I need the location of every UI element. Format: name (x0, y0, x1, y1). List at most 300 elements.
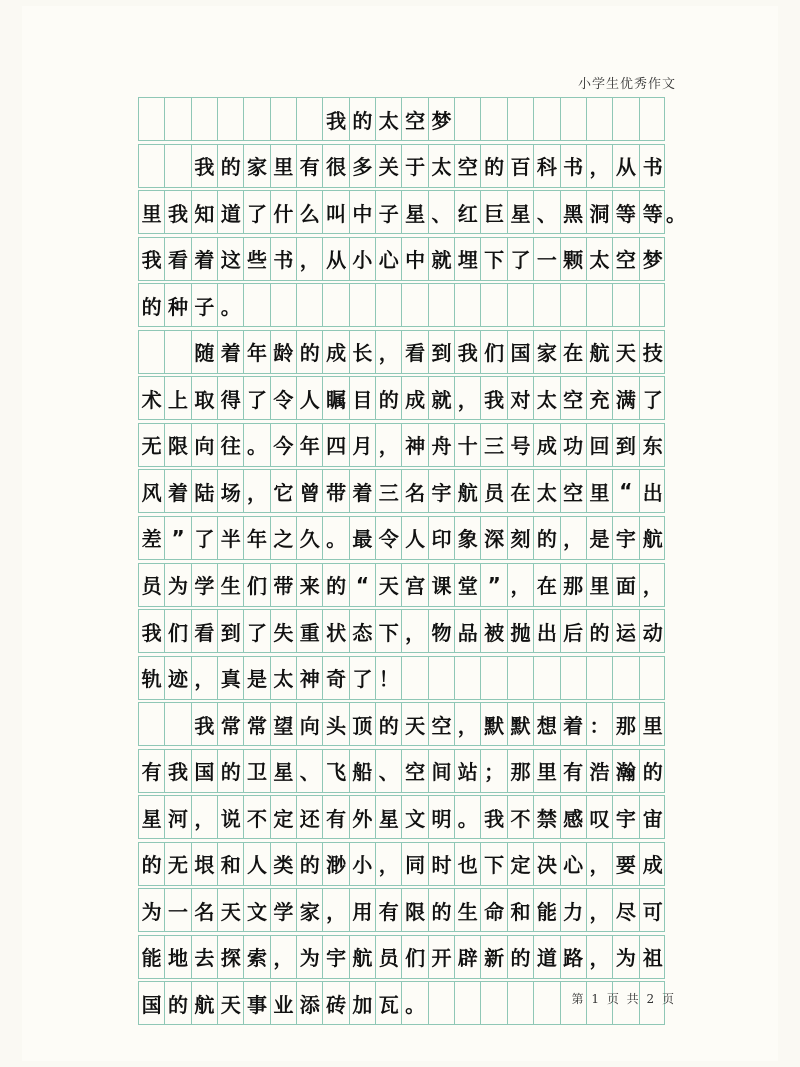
grid-cell: 书 (271, 238, 297, 280)
grid-cell: 往 (218, 424, 244, 466)
grid-cell: 默 (508, 703, 534, 745)
grid-cell (508, 657, 534, 699)
grid-cell: 们 (165, 610, 191, 652)
grid-cell: 年 (244, 331, 270, 373)
grid-cell: 它 (271, 470, 297, 512)
footer-total-pages: 2 (646, 992, 656, 1006)
grid-cell: 我 (139, 238, 165, 280)
grid-cell (244, 284, 270, 326)
grid-cell: 在 (534, 564, 560, 606)
title-cell: 太 (376, 98, 402, 140)
grid-cell: 随 (192, 331, 218, 373)
grid-cell (455, 982, 481, 1024)
grid-cell: 里 (587, 470, 613, 512)
grid-row (138, 609, 665, 653)
grid-cell (402, 284, 428, 326)
grid-cell: 了 (192, 517, 218, 559)
grid-cell: 的 (218, 145, 244, 187)
title-cell: 我 (323, 98, 349, 140)
grid-cell: ， (323, 889, 349, 931)
grid-cell: 了 (350, 657, 376, 699)
grid-cell: 在 (561, 331, 587, 373)
grid-cell: 有 (139, 750, 165, 792)
grid-cell: ， (587, 145, 613, 187)
grid-cell (613, 657, 639, 699)
grid-cell: 迹 (165, 657, 191, 699)
grid-cell: 成 (642, 853, 663, 878)
grid-cell: 航 (192, 982, 218, 1024)
grid-cell (534, 982, 560, 1024)
grid-cell: 卫 (244, 750, 270, 792)
grid-cell: ， (376, 424, 402, 466)
title-cell (244, 98, 270, 140)
grid-cell: 为 (165, 564, 191, 606)
grid-cell: 索 (244, 936, 270, 978)
title-cell (561, 98, 587, 140)
grid-cell: 用 (350, 889, 376, 931)
grid-cell: 么 (297, 191, 323, 233)
grid-cell: 们 (402, 936, 428, 978)
grid-cell: 明 (429, 796, 455, 838)
grid-cell: 瞩 (323, 377, 349, 419)
grid-cell: 国 (139, 982, 165, 1024)
footer-word-ye: 页 (606, 992, 620, 1006)
grid-cell: 家 (534, 331, 560, 373)
grid-cell: 宇 (613, 517, 639, 559)
grid-cell: 对 (508, 377, 534, 419)
grid-cell: 成 (323, 331, 349, 373)
grid-cell: ， (402, 610, 428, 652)
grid-cell: 间 (429, 750, 455, 792)
grid-cell: 运 (613, 610, 639, 652)
grid-cell: 的 (587, 610, 613, 652)
grid-cell: 定 (271, 796, 297, 838)
grid-cell: 看 (165, 238, 191, 280)
grid-cell: 顶 (350, 703, 376, 745)
grid-cell: 。 (218, 284, 244, 326)
grid-cell: 文 (244, 889, 270, 931)
grid-cell: 最 (350, 517, 376, 559)
grid-cell (429, 657, 455, 699)
grid-cell: 场 (218, 470, 244, 512)
grid-cell: 下 (376, 610, 402, 652)
composition-grid-paper (138, 97, 686, 1017)
grid-cell: 梦 (642, 248, 663, 273)
grid-cell: 里 (587, 564, 613, 606)
footer-word-gong: 共 (626, 992, 640, 1006)
grid-cell: ， (587, 889, 613, 931)
grid-cell: 那 (508, 750, 534, 792)
grid-cell: 物 (429, 610, 455, 652)
grid-cell: ， (297, 238, 323, 280)
grid-cell: 生 (218, 564, 244, 606)
grid-cell: 员 (139, 564, 165, 606)
grid-cell: 就 (429, 377, 455, 419)
grid-row (138, 935, 665, 979)
grid-cell: 刻 (508, 517, 534, 559)
grid-cell: 舟 (429, 424, 455, 466)
grid-cell: 里 (642, 713, 663, 738)
grid-cell: 着 (561, 703, 587, 745)
grid-cell: 望 (271, 703, 297, 745)
grid-cell: 的 (139, 843, 165, 885)
grid-cell: 小 (350, 843, 376, 885)
grid-cell: 的 (165, 982, 191, 1024)
grid-cell: 天 (402, 703, 428, 745)
grid-cell: 陆 (192, 470, 218, 512)
grid-cell: 取 (192, 377, 218, 419)
grid-cell: 有 (376, 889, 402, 931)
grid-cell: 下 (481, 843, 507, 885)
grid-cell: 多 (350, 145, 376, 187)
grid-cell: ， (376, 331, 402, 373)
grid-cell: 课 (429, 564, 455, 606)
grid-cell: ： (587, 703, 613, 745)
grid-cell (139, 331, 165, 373)
grid-cell: 叹 (587, 796, 613, 838)
grid-cell: 、 (429, 191, 455, 233)
grid-cell: 之 (271, 517, 297, 559)
grid-row (138, 749, 665, 793)
grid-cell: 开 (429, 936, 455, 978)
grid-cell: 员 (481, 470, 507, 512)
grid-cell (561, 657, 587, 699)
grid-cell: 我 (165, 750, 191, 792)
grid-cell: 充 (587, 377, 613, 419)
grid-cell (534, 284, 560, 326)
grid-row (138, 423, 665, 467)
grid-cell (297, 284, 323, 326)
grid-cell: 上 (165, 377, 191, 419)
grid-cell: 无 (139, 424, 165, 466)
grid-cell: 印 (429, 517, 455, 559)
grid-cell: 外 (350, 796, 376, 838)
grid-cell: 三 (376, 470, 402, 512)
grid-cell: 到 (218, 610, 244, 652)
grid-cell: ， (271, 936, 297, 978)
grid-cell: 了 (508, 238, 534, 280)
grid-cell: 们 (244, 564, 270, 606)
grid-cell: 太 (429, 145, 455, 187)
title-cell (139, 98, 165, 140)
grid-cell: 和 (508, 889, 534, 931)
grid-cell: 带 (323, 470, 349, 512)
grid-cell: 能 (139, 936, 165, 978)
grid-cell: 飞 (323, 750, 349, 792)
grid-cell: 向 (297, 703, 323, 745)
grid-cell (376, 284, 402, 326)
grid-cell: 知 (192, 191, 218, 233)
grid-cell: 有 (297, 145, 323, 187)
grid-cell: ！ (376, 657, 402, 699)
grid-cell: 中 (402, 238, 428, 280)
grid-cell: 着 (192, 238, 218, 280)
grid-cell: 还 (297, 796, 323, 838)
grid-cell: 太 (587, 238, 613, 280)
title-cell (455, 98, 481, 140)
grid-cell: 颗 (561, 238, 587, 280)
grid-cell (481, 284, 507, 326)
grid-cell (587, 284, 613, 326)
grid-cell: 命 (481, 889, 507, 931)
grid-cell: 新 (481, 936, 507, 978)
title-cell (508, 98, 534, 140)
grid-cell: 奇 (323, 657, 349, 699)
grid-cell: 河 (165, 796, 191, 838)
grid-cell: 从 (613, 145, 639, 187)
grid-cell: 里 (271, 145, 297, 187)
title-cell: 的 (350, 98, 376, 140)
grid-cell: 定 (508, 843, 534, 885)
grid-cell (165, 703, 191, 745)
grid-cell: 中 (350, 191, 376, 233)
title-cell (587, 98, 613, 140)
grid-cell: 、 (297, 750, 323, 792)
grid-cell: 同 (402, 843, 428, 885)
grid-row (138, 516, 665, 560)
grid-cell: 想 (534, 703, 560, 745)
grid-cell: 限 (165, 424, 191, 466)
grid-cell: 人 (402, 517, 428, 559)
grid-cell: 龄 (271, 331, 297, 373)
grid-cell: 加 (350, 982, 376, 1024)
grid-cell: 动 (642, 620, 663, 645)
grid-cell: 看 (192, 610, 218, 652)
grid-cell: 星 (139, 796, 165, 838)
grid-cell: 决 (534, 843, 560, 885)
title-cell (613, 98, 639, 140)
grid-cell: 有 (323, 796, 349, 838)
grid-cell: 名 (192, 889, 218, 931)
grid-cell: 神 (297, 657, 323, 699)
title-cell (297, 98, 323, 140)
grid-cell: 着 (165, 470, 191, 512)
grid-cell: 功 (561, 424, 587, 466)
grid-row (138, 330, 665, 374)
grid-cell: 满 (613, 377, 639, 419)
grid-cell: 很 (323, 145, 349, 187)
grid-cell: 了 (642, 387, 663, 412)
grid-row (138, 469, 665, 513)
grid-cell: 空 (429, 703, 455, 745)
grid-cell: 宇 (429, 470, 455, 512)
grid-cell: 关 (376, 145, 402, 187)
grid-cell (139, 145, 165, 187)
grid-cell (455, 284, 481, 326)
grid-cell: 那 (613, 703, 639, 745)
grid-cell: 头 (323, 703, 349, 745)
grid-cell: ， (244, 470, 270, 512)
grid-cell: 不 (508, 796, 534, 838)
grid-cell: 我 (139, 610, 165, 652)
grid-cell: 探 (218, 936, 244, 978)
grid-cell: 子 (376, 191, 402, 233)
grid-cell: 一 (165, 889, 191, 931)
grid-cell: ， (376, 843, 402, 885)
grid-row (138, 795, 665, 839)
grid-cell: ； (481, 750, 507, 792)
grid-cell (587, 657, 613, 699)
grid-cell: 航 (455, 470, 481, 512)
grid-cell: 洞 (587, 191, 613, 233)
grid-cell: 下 (481, 238, 507, 280)
grid-cell: 尽 (613, 889, 639, 931)
grid-cell: 着 (218, 331, 244, 373)
grid-cell (640, 657, 666, 699)
grid-cell: ， (455, 377, 481, 419)
grid-cell: 空 (561, 377, 587, 419)
grid-row (138, 144, 665, 188)
grid-cell: 的 (218, 750, 244, 792)
grid-cell: ， (561, 517, 587, 559)
grid-cell: 的 (139, 284, 165, 326)
grid-cell (561, 284, 587, 326)
grid-cell: 的 (429, 889, 455, 931)
grid-cell: 能 (534, 889, 560, 931)
grid-cell: 太 (271, 657, 297, 699)
grid-cell: 人 (244, 843, 270, 885)
grid-row (138, 842, 665, 886)
grid-cell: 天 (376, 564, 402, 606)
grid-cell: 出 (642, 480, 663, 505)
grid-cell: 国 (192, 750, 218, 792)
title-cell (192, 98, 218, 140)
grid-cell: 等 (613, 191, 639, 233)
grid-cell: 技 (642, 341, 663, 366)
grid-row (138, 283, 665, 327)
grid-cell: 黑 (561, 191, 587, 233)
grid-cell: 力 (561, 889, 587, 931)
grid-cell: 祖 (642, 946, 663, 971)
grid-cell: 有 (561, 750, 587, 792)
grid-cell: 航 (642, 527, 663, 552)
grid-cell: 我 (481, 796, 507, 838)
grid-cell: 被 (481, 610, 507, 652)
grid-row (138, 563, 665, 607)
grid-cell: 道 (534, 936, 560, 978)
grid-row (138, 888, 665, 932)
grid-cell: 就 (429, 238, 455, 280)
grid-cell: 长 (350, 331, 376, 373)
grid-cell: 天 (218, 982, 244, 1024)
grid-cell: 到 (429, 331, 455, 373)
grid-cell: “ (350, 564, 376, 606)
grid-cell: 我 (481, 377, 507, 419)
grid-cell: 里 (534, 750, 560, 792)
grid-cell: 令 (271, 377, 297, 419)
overflow-punctuation: 。 (666, 202, 686, 227)
grid-cell: 深 (481, 517, 507, 559)
grid-cell: 不 (244, 796, 270, 838)
grid-cell: 风 (139, 470, 165, 512)
grid-cell: ， (192, 796, 218, 838)
grid-cell: 巨 (481, 191, 507, 233)
grid-cell (481, 657, 507, 699)
page-header: 小学生优秀作文 (577, 77, 676, 92)
grid-cell: 带 (271, 564, 297, 606)
grid-cell: 的 (642, 760, 663, 785)
grid-cell: 半 (218, 517, 244, 559)
grid-cell: 的 (376, 703, 402, 745)
grid-cell: ” (481, 564, 507, 606)
grid-cell: 堂 (455, 564, 481, 606)
grid-cell: 四 (323, 424, 349, 466)
grid-cell: 天 (218, 889, 244, 931)
grid-cell (455, 657, 481, 699)
grid-cell: 家 (244, 145, 270, 187)
grid-cell: 曾 (297, 470, 323, 512)
grid-cell: 为 (613, 936, 639, 978)
grid-cell: 太 (534, 470, 560, 512)
grid-cell: 十 (455, 424, 481, 466)
grid-cell: 差 (139, 517, 165, 559)
grid-cell: 到 (613, 424, 639, 466)
grid-cell: 出 (534, 610, 560, 652)
grid-cell: 的 (376, 377, 402, 419)
grid-cell: ， (508, 564, 534, 606)
grid-cell (139, 703, 165, 745)
grid-cell: 小 (350, 238, 376, 280)
grid-cell: 的 (534, 517, 560, 559)
grid-cell: 员 (376, 936, 402, 978)
grid-cell: 年 (297, 424, 323, 466)
grid-cell: ” (165, 517, 191, 559)
grid-cell: 们 (481, 331, 507, 373)
grid-cell: 也 (455, 843, 481, 885)
grid-cell: 看 (402, 331, 428, 373)
grid-cell: 瓦 (376, 982, 402, 1024)
grid-cell: 天 (613, 331, 639, 373)
grid-cell: 时 (429, 843, 455, 885)
grid-cell: 可 (642, 899, 663, 924)
grid-cell: 星 (402, 191, 428, 233)
grid-cell: ， (587, 936, 613, 978)
title-cell: 梦 (429, 98, 455, 140)
grid-cell (402, 657, 428, 699)
grid-cell: 无 (165, 843, 191, 885)
grid-cell: 心 (561, 843, 587, 885)
grid-cell: 状 (323, 610, 349, 652)
grid-cell: 些 (244, 238, 270, 280)
grid-cell: ， (192, 657, 218, 699)
grid-cell: 失 (271, 610, 297, 652)
grid-cell: 术 (139, 377, 165, 419)
grid-cell: 浩 (587, 750, 613, 792)
grid-cell: 向 (192, 424, 218, 466)
grid-cell: 辟 (455, 936, 481, 978)
grid-cell (350, 284, 376, 326)
grid-cell (165, 145, 191, 187)
grid-cell: 年 (244, 517, 270, 559)
grid-cell: 的 (297, 331, 323, 373)
grid-cell: 。 (455, 796, 481, 838)
grid-row (138, 656, 665, 700)
grid-cell: 船 (350, 750, 376, 792)
grid-cell: 子 (192, 284, 218, 326)
grid-cell: 这 (218, 238, 244, 280)
grid-cell: 百 (508, 145, 534, 187)
grid-cell: 重 (297, 610, 323, 652)
grid-cell: 在 (508, 470, 534, 512)
grid-cell: 红 (455, 191, 481, 233)
grid-cell (323, 284, 349, 326)
grid-cell: 种 (165, 284, 191, 326)
grid-cell: 学 (271, 889, 297, 931)
grid-cell: 我 (192, 703, 218, 745)
grid-cell: 感 (561, 796, 587, 838)
grid-cell (640, 284, 666, 326)
grid-cell: 一 (534, 238, 560, 280)
